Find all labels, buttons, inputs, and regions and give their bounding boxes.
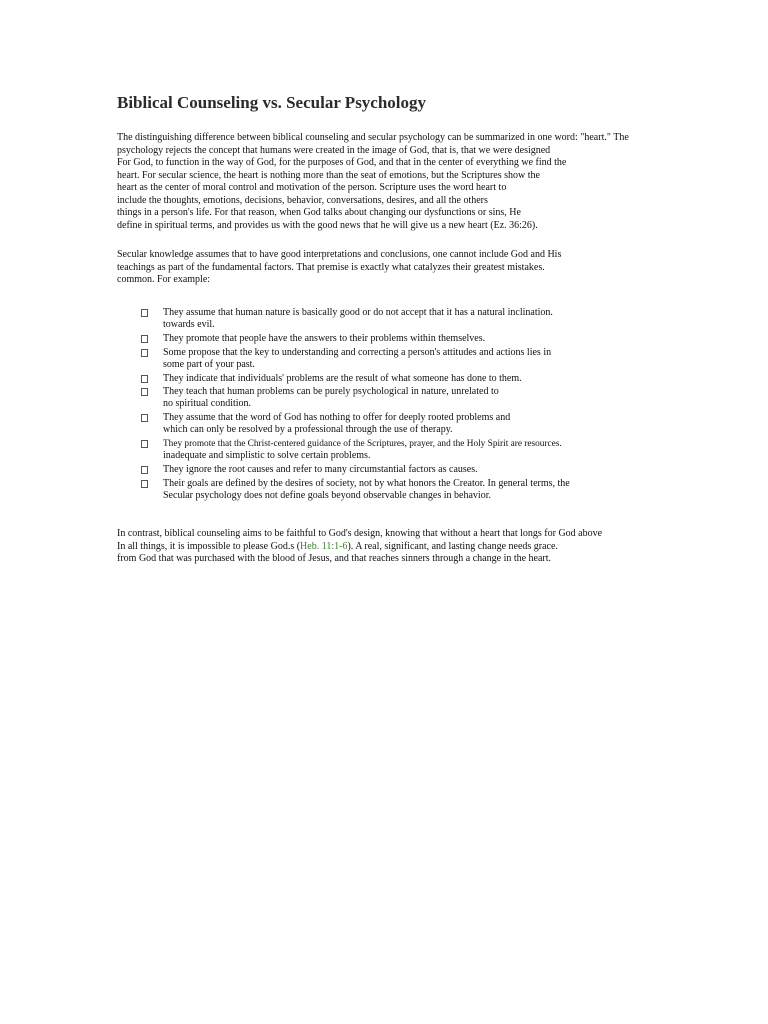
list-item-line: They indicate that individuals' problems are the result of what someone has done to them. <box>163 372 522 384</box>
paragraph-line: heart. For secular science, the heart is nothing more than the seat of emotions, but the Scriptures show the <box>117 169 540 181</box>
list-item <box>141 347 661 371</box>
paragraph-text: ). A real, significant, and lasting change needs grace. <box>347 540 558 552</box>
scripture-reference-link[interactable]: Heb. 11:1-6 <box>300 540 348 552</box>
paragraph-line: teachings as part of the fundamental factors. That premise is exactly what catalyzes their greatest mistakes. <box>117 261 545 273</box>
paragraph-conclusion <box>117 528 602 566</box>
checkbox-glyph-icon <box>141 414 148 422</box>
checkbox-glyph-icon <box>141 349 148 357</box>
list-item-line: no spiritual condition. <box>163 398 252 410</box>
list-item <box>141 373 661 385</box>
list-item-line: towards evil. <box>163 319 215 331</box>
list-item-line: Secular psychology does not define goals beyond observable changes in behavior. <box>163 489 491 501</box>
paragraph-line <box>117 541 602 554</box>
list-item-line: They ignore the root causes and refer to many circumstantial factors as causes. <box>163 463 478 475</box>
paragraph-line: For God, to function in the way of God, for the purposes of God, and that in the center of everything we find the <box>117 157 567 168</box>
list-item-line: which can only be resolved by a professional through the use of therapy. <box>163 424 453 436</box>
paragraph-line: Secular knowledge assumes that to have good interpretations and conclusions, one cannot include God and His <box>117 249 562 260</box>
list-item <box>141 464 661 476</box>
list-item <box>141 478 661 502</box>
paragraph-line: psychology rejects the concept that humans were created in the image of God, that is, that we were designed <box>117 144 551 156</box>
list-item-line: inadequate and simplistic to solve certain problems. <box>163 450 371 462</box>
paragraph-text: In all things, it is impossible to please God.s ( <box>117 540 301 552</box>
paragraph-line: common. For example: <box>117 274 211 285</box>
list-item-line: They teach that human problems can be purely psychological in nature, unrelated to <box>163 386 499 398</box>
checkbox-glyph-icon <box>141 375 148 383</box>
checkbox-glyph-icon <box>141 388 148 396</box>
list-item-line: Some propose that the key to understanding and correcting a person's attitudes and actions lies in <box>163 346 552 358</box>
document-page <box>117 92 677 564</box>
list-item-line: They promote that the Christ-centered guidance of the Scriptures, prayer, and the Holy Spirit are resources. <box>163 439 562 450</box>
paragraph-line: things in a person's life. For that reason, when God talks about changing our dysfunctions or sins, He <box>117 207 521 218</box>
checkbox-glyph-icon <box>141 309 148 317</box>
list-item-line: They assume that the word of God has nothing to offer for deeply rooted problems and <box>163 412 511 424</box>
checkbox-glyph-icon <box>141 480 148 488</box>
list-item-line: They promote that people have the answers to their problems within themselves. <box>163 332 486 344</box>
paragraph-line: The distinguishing difference between biblical counseling and secular psychology can be summarized in one word: "heart." The <box>117 132 629 143</box>
paragraph-line: from God that was purchased with the blood of Jesus, and that reaches sinners through a change in the heart. <box>117 553 552 564</box>
list-item <box>141 438 661 462</box>
paragraph-line: include the thoughts, emotions, decisions, behavior, conversations, desires, and all the others <box>117 194 488 206</box>
page-title: Biblical Counseling vs. Secular Psychology <box>117 93 427 112</box>
bullet-list <box>141 307 661 504</box>
paragraph-intro <box>117 132 629 232</box>
list-item <box>141 386 661 410</box>
checkbox-glyph-icon <box>141 335 148 343</box>
list-item-line: Their goals are defined by the desires of society, not by what honors the Creator. In general terms, the <box>163 477 570 489</box>
list-item-line: some part of your past. <box>163 358 255 370</box>
list-item <box>141 412 661 436</box>
paragraph-line: heart as the center of moral control and motivation of the person. Scripture uses the word heart to <box>117 182 507 193</box>
checkbox-glyph-icon <box>141 440 148 448</box>
list-item <box>141 307 661 331</box>
paragraph-line: In contrast, biblical counseling aims to be faithful to God's design, knowing that without a heart that longs for God above <box>117 528 603 539</box>
list-item <box>141 333 661 345</box>
paragraph-line: define in spiritual terms, and provides us with the good news that he will give us a new heart (Ez. 36:26). <box>117 219 538 231</box>
checkbox-glyph-icon <box>141 466 148 474</box>
paragraph-secular-knowledge <box>117 249 561 287</box>
list-item-line: They assume that human nature is basically good or do not accept that it has a natural inclination. <box>163 307 553 318</box>
